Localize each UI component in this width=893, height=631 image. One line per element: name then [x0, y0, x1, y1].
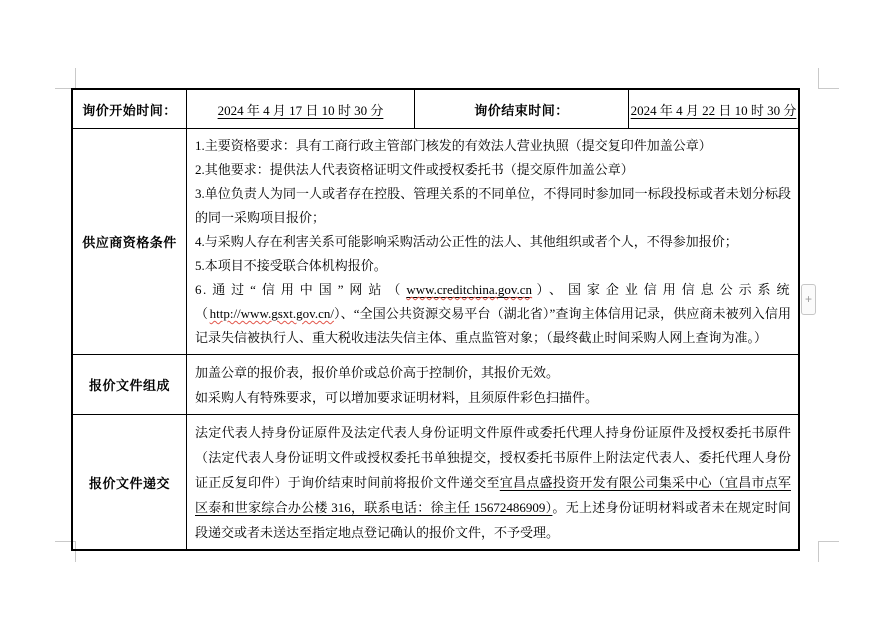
table-row: [73, 90, 798, 129]
inquiry-end-time-value: 2024 年 4 月 22 日 10 时 30 分: [630, 102, 797, 118]
inquiry-end-time-cell: [629, 90, 798, 128]
qualification-item-6-text: ）、国家企业信用信息公示系统（: [195, 282, 791, 321]
gsxt-url: http://www.gsxt.gov.cn/: [209, 306, 334, 321]
qualification-item-6-text: 6.通过“信用中国”网站（: [195, 282, 407, 297]
submission-venue-address: 宜昌点盛投资开发有限公司集采中心（宜昌市点军区泰和世家综合办公楼 316，联系电话：徐主任 15672486909）: [195, 475, 791, 515]
qualification-item-3: 3.单位负责人为同一人或者存在控股、管理关系的不同单位，不得同时参加同一标段投标或者未划分标段的同一采购项目报价；: [195, 186, 791, 225]
margin-crop-mark-top-right: [818, 68, 839, 89]
quote-document-submission-content: [187, 415, 798, 549]
quote-document-composition-content: [187, 355, 798, 414]
quote-document-composition-label: 报价文件组成: [73, 355, 187, 414]
composition-line-1: 加盖公章的报价表，报价单价或总价高于控制价，其报价无效。: [195, 365, 560, 380]
supplier-qualification-label: 供应商资格条件: [73, 129, 187, 354]
margin-crop-mark-top-left: [55, 68, 76, 89]
credit-china-url: www.creditchina.gov.cn: [406, 282, 533, 297]
margin-crop-mark-bottom-right: [818, 541, 839, 562]
qualification-item-1: 1.主要资格要求：具有工商行政主管部门核发的有效法人营业执照（提交复印件加盖公章）: [195, 138, 712, 153]
qualification-item-6: [195, 278, 791, 350]
table-add-control[interactable]: [801, 284, 816, 315]
plus-icon: +: [804, 292, 812, 306]
supplier-qualification-content: [187, 129, 798, 354]
table-row: [73, 415, 798, 549]
qualification-item-6-text: ）、“全国公共资源交易平台（湖北省）”查询主体信用记录，供应商未被列入信用记录失信被执行人、重大税收违法失信主体、重点监管对象；（最终截止时间采购人网上查询为准。）: [195, 306, 791, 345]
inquiry-start-time-value: 2024 年 4 月 17 日 10 时 30 分: [217, 102, 384, 118]
inquiry-start-time-label: 询价开始时间：: [73, 90, 187, 128]
qualification-item-4: 4.与采购人存在利害关系可能影响采购活动公正性的法人、其他组织或者个人，不得参加报价；: [195, 234, 738, 249]
submission-text: 。无上述身份证明材料或者未在规定时间段递交或者未送达至指定地点登记确认的报价文件，不予受理。: [195, 500, 791, 540]
qualification-item-5: 5.本项目不接受联合体机构报价。: [195, 258, 387, 273]
quote-document-submission-label: 报价文件递交: [73, 415, 187, 549]
submission-text: 法定代表人持身份证原件及法定代表人身份证明文件原件或委托代理人持身份证原件及授权委托书原件（法定代表人身份证明文件或授权委托书单独提交，授权委托书原件上附法定代表人、委托代理人身份证正反复印件）于询价结束时间前将报价文件递交至: [195, 425, 791, 490]
table-row: [73, 355, 798, 415]
inquiry-table: [71, 88, 800, 551]
inquiry-end-time-label: 询价结束时间：: [415, 90, 629, 128]
table-row: [73, 129, 798, 355]
submission-paragraph: [195, 420, 791, 545]
qualification-item-2: 2.其他要求：提供法人代表资格证明文件或授权委托书（提交原件加盖公章）: [195, 162, 634, 177]
composition-line-2: 如采购人有特殊要求，可以增加要求证明材料，且须原件彩色扫描件。: [195, 390, 599, 405]
inquiry-start-time-cell: [187, 90, 415, 128]
